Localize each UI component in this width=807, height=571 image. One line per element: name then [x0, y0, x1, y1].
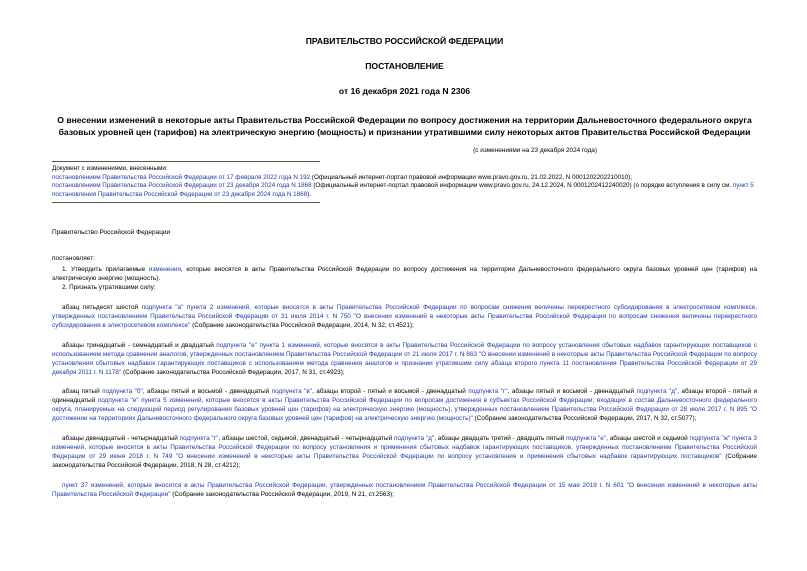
paragraph-7: [52, 482, 757, 500]
p6-text-a: абзацы двенадцатый - четырнадцатый: [62, 435, 180, 443]
p6-link-zh[interactable]: подпункта "ж" пункта 3 изменений, которые вносятся в акты Правительства Российской Федерации по вопросу установления и применения сбытовых надбавок гарантирующих поставщиков, утвержденных постановлением Правительства Российской Федерации от 29 июня 2018 г. N 749 "О внесении изменений в некоторые акты Правительства Российской Федерации по вопросу установления и применения сбытовых надбавок гарантирующих поставщиков": [52, 435, 757, 460]
paragraph-6: [52, 435, 757, 471]
p5-link-e[interactable]: подпункта "е" пункта 5 изменений, которые вносятся в акты Правительства Российской Федерации по вопросам достижения в субъектах Российской Федерации, входящих в состав Дальневосточного федерального округа, планируемых на следующий период регулирования базовых уровней цен (тарифов) на электрическую энергию (мощность), утвержденных постановлением Правительства Российской Федерации от 28 июля 2017 г. N 895 "О достижении на территориях Дальневосточного федерального округа базовых уровней цен (тарифов) на электрическую энергию (мощность)": [52, 397, 757, 423]
p7-text-b: , утвержденных постановлением Правительства Российской Федерации от 15 мая 2019 г. N 601 "О внесении изменений в некоторые акты Правительства Российской Федерации": [52, 481, 757, 498]
p1-link-changes[interactable]: изменения: [148, 266, 181, 274]
paragraph-2: 2. Признать утратившими силу:: [62, 284, 156, 292]
p6-text-c: , абзацы двадцать третий - двадцать пятый: [434, 435, 567, 443]
p1-text-b: , которые вносятся в акты Правительства Российской Федерации по вопросу достижения на территории Дальневосточного федерального округа базовых уровней цен (тарифов) на электрическую энергию (мощность).: [52, 266, 757, 283]
paragraph-5: [52, 388, 757, 424]
p6-text-b: , абзацы шестой, седьмой, двенадцатый - четырнадцатый: [218, 435, 394, 443]
government-line: Правительство Российской Федерации: [52, 229, 171, 237]
paragraph-4: [52, 342, 757, 378]
change-text-192: (Официальный интернет-портал правовой информации www.pravo.gov.ru, 21.02.2022, N 0001202202210010);: [310, 173, 632, 181]
p3-text-b: (Собрание законодательства Российской Федерации, 2014, N 32, ст.4521);: [190, 321, 414, 329]
p1-text-a: 1. Утвердить прилагаемые: [62, 266, 149, 274]
p5-text-b: , абзацы пятый и восьмой - двенадцатый: [142, 388, 272, 396]
p5-link-b[interactable]: подпункта "б": [102, 388, 143, 396]
p7-text-c: (Собрание законодательства Российской Федерации, 2019, N 21, ст.2563);: [170, 490, 394, 498]
document-type: ПОСТАНОВЛЕНИЕ: [365, 61, 444, 71]
government-heading: ПРАВИТЕЛЬСТВО РОССИЙСКОЙ ФЕДЕРАЦИИ: [305, 36, 504, 46]
changes-block: [52, 162, 757, 202]
change-text-1868-end: ).: [307, 190, 312, 198]
p5-link-g[interactable]: подпункта "г": [468, 388, 508, 396]
p7-link[interactable]: пункт 37 изменений, которые вносятся в акты Правительства Российской Федерации: [62, 481, 326, 489]
change-link-1868[interactable]: постановлением Правительства Российской Федерации от 23 декабря 2024 года N 1868: [52, 182, 312, 190]
divider-bottom: [52, 202, 320, 203]
p5-text-a: абзац пятый: [62, 388, 103, 396]
change-text-1868: (Официальный интернет-портал правовой информации www.pravo.gov.ru, 24.12.2024, N 0001202412240020) (о порядке вступления в силу см.: [311, 182, 733, 190]
changes-item-1: [52, 174, 757, 183]
change-link-192[interactable]: постановлением Правительства Российской Федерации от 17 февраля 2022 года N 192: [52, 173, 311, 181]
p5-text-e: , абзацы второй - пятый и одиннадцатый: [52, 388, 758, 405]
p6-link-e[interactable]: подпункта "е": [566, 435, 607, 443]
p5-text-d: , абзацы пятый и восьмой - двенадцатый: [507, 388, 637, 396]
p5-link-v[interactable]: подпункта "в": [271, 388, 313, 396]
paragraph-3: [52, 304, 757, 331]
p5-text-c: , абзацы второй - пятый и восьмой - двенадцатый: [312, 388, 469, 396]
document-date-number: от 16 декабря 2021 года N 2306: [338, 86, 471, 96]
p3-text-a: абзац пятьдесят шестой: [62, 304, 142, 312]
changes-intro: Документ с изменениями, внесенными:: [52, 165, 168, 172]
p4-text-a: абзацы тринадцатый - семнадцатый и двадцатый: [62, 341, 217, 349]
changes-item-2: [52, 182, 757, 199]
p5-link-d[interactable]: подпункта "д": [636, 388, 678, 396]
p5-text-f: (Собрание законодательства Российской Федерации, 2017, N 32, ст.5077);: [472, 415, 697, 423]
p6-link-d[interactable]: подпункта "д": [394, 435, 435, 443]
change-link-1868-p5[interactable]: пункт 5 постановления Правительства Российской Федерации от 23 декабря 2024 года N 1868: [52, 182, 754, 198]
p4-text-b: (Собрание законодательства Российской Федерации, 2017, N 31, ст.4923);: [121, 368, 345, 376]
p3-link[interactable]: подпункта "а" пункта 2 изменений, которые вносятся в акты Правительства Российской Федерации по вопросам снижения величины перекрестного субсидирования в электросетевом комплексе, утвержденных постановлением Правительства Российской Федерации от 31 июля 2014 г. N 750 "О внесении изменений в некоторые акты Правительства Российской Федерации по вопросам снижения величины перекрестного субсидирования в электросетевом комплексе": [52, 304, 758, 329]
revisions-note: (с изменениями на 23 декабря 2024 года): [473, 147, 597, 154]
paragraph-1: [52, 266, 757, 284]
p6-link-g[interactable]: подпункта "г": [179, 435, 219, 443]
p6-text-d: , абзацы шестой и седьмой: [606, 435, 690, 443]
p6-text-e: (Собрание законодательства Российской Федерации, 2018, N 28, ст.4212);: [52, 452, 757, 469]
document-title: О внесении изменений в некоторые акты Правительства Российской Федерации по вопросу достижения на территории Дальневосточного федерального округа базовых уровней цен (тарифов) на электрическую энергию (мощность) и признании утратившими силу некоторых актов Правительства Российской Федерации: [57, 115, 752, 137]
decree-word: постановляет:: [52, 255, 95, 263]
p4-link[interactable]: подпункта "е" пункта 1 изменений, которые вносятся в акты Правительства Российской Федерации по вопросу установления сбытовых надбавок гарантирующих поставщиков с использованием метода сравнения аналогов, утвержденных постановлением Правительства Российской Федерации от 21 июля 2017 г. N 863 "О внесении изменений в некоторые акты Правительства Российской Федерации по вопросу установления сбытовых надбавок гарантирующих поставщиков с использованием метода сравнения аналогов и признании утратившим силу абзаца второго пункта 11 постановления Правительства Российской Федерации от 29 декабря 2011 г. N 1178": [52, 341, 757, 376]
